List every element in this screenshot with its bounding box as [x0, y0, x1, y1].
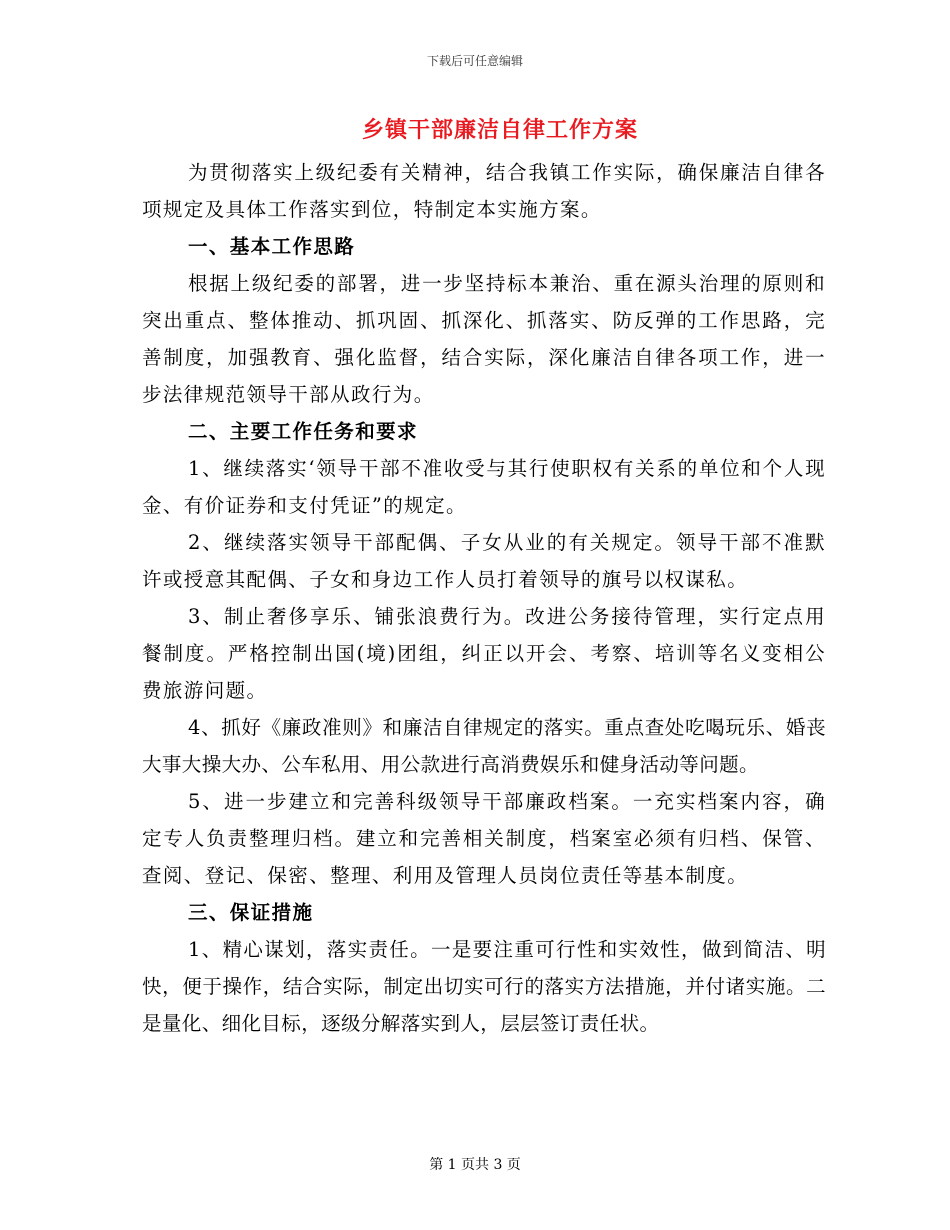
- section-1-paragraph: 根据上级纪委的部署，进一步坚持标本兼治、重在源头治理的原则和突出重点、整体推动、抓巩固、抓深化、抓落实、防反弹的工作思路，完善制度，加强教育、强化监督，结合实际，深化廉洁自律各项工作，进一步法律规范领导干部从政行为。: [142, 272, 826, 406]
- document-title: 乡镇干部廉洁自律工作方案: [361, 117, 638, 143]
- section-2-heading: 二、主要工作任务和要求: [188, 420, 418, 443]
- section-3-item-1: 1、精心谋划，落实责任。一是要注重可行性和实效性，做到简洁、明快，便于操作，结合实际，制定出切实可行的落实方法措施，并付诸实施。二是量化、细化目标，逐级分解落实到人，层层签订责任状。: [142, 938, 826, 1035]
- page-number-footer: 第 1 页共 3 页: [429, 1157, 521, 1173]
- page-header-note: 下载后可任意编辑: [426, 54, 523, 68]
- section-2-item-4: 4、抓好《廉政准则》和廉洁自律规定的落实。重点查处吃喝玩乐、婚丧大事大操大办、公车私用、用公款进行高消费娱乐和健身活动等问题。: [142, 716, 826, 776]
- section-2-item-1: 1、继续落实‘领导干部不准收受与其行使职权有关系的单位和个人现金、有价证券和支付凭证”的规定。: [142, 457, 826, 517]
- document-body: [142, 154, 826, 1042]
- section-3-heading: 三、保证措施: [188, 901, 314, 924]
- intro-paragraph: 为贯彻落实上级纪委有关精神，结合我镇工作实际，确保廉洁自律各项规定及具体工作落实到位，特制定本实施方案。: [142, 161, 826, 221]
- section-2-item-5: 5、进一步建立和完善科级领导干部廉政档案。一充实档案内容，确定专人负责整理归档。建立和完善相关制度，档案室必须有归档、保管、查阅、登记、保密、整理、利用及管理人员岗位责任等基本制度。: [142, 790, 826, 887]
- section-1-heading: 一、基本工作思路: [188, 235, 356, 258]
- section-2-item-3: 3、制止奢侈享乐、铺张浪费行为。改进公务接待管理，实行定点用餐制度。严格控制出国(境)团组，纠正以开会、考察、培训等名义变相公费旅游问题。: [142, 605, 826, 702]
- section-2-item-2: 2、继续落实领导干部配偶、子女从业的有关规定。领导干部不准默许或授意其配偶、子女和身边工作人员打着领导的旗号以权谋私。: [142, 531, 826, 591]
